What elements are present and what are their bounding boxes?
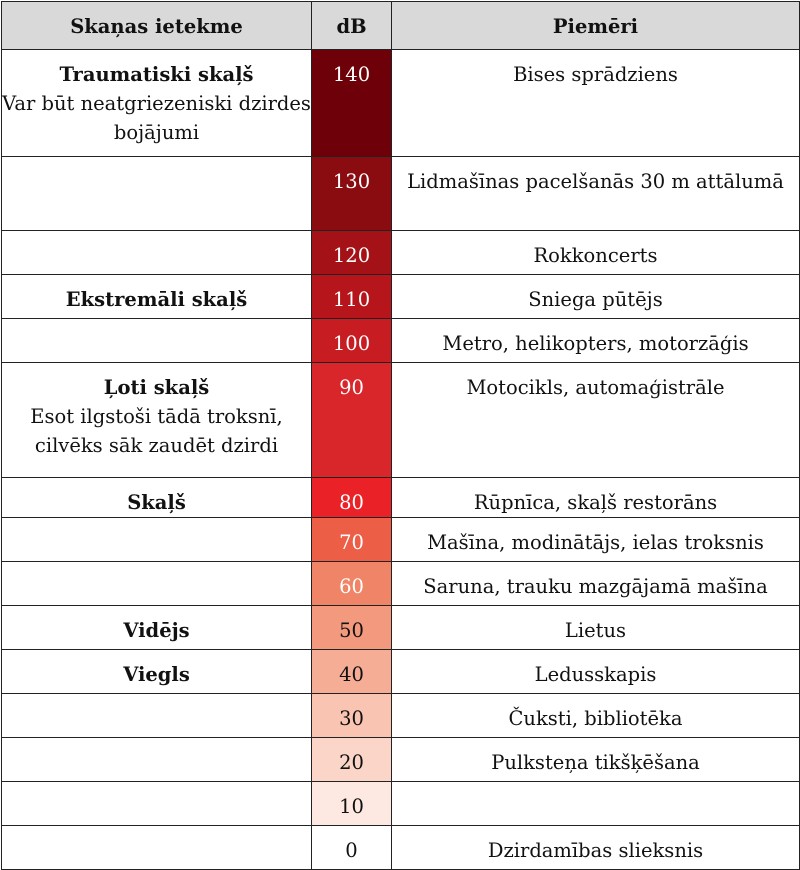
table-row bbox=[2, 157, 800, 231]
example-cell: Metro, helikopters, motorzāģis bbox=[392, 319, 800, 363]
db-value: 120 bbox=[312, 231, 392, 275]
db-value: 90 bbox=[312, 363, 392, 478]
db-value: 100 bbox=[312, 319, 392, 363]
header-db: dB bbox=[312, 2, 392, 50]
example-cell: Bises sprādziens bbox=[392, 50, 800, 157]
example-cell: Dzirdamības slieksnis bbox=[392, 826, 800, 870]
db-value: 10 bbox=[312, 782, 392, 826]
effect-cell bbox=[2, 478, 312, 518]
example-cell: Rūpnīca, skaļš restorāns bbox=[392, 478, 800, 518]
table-row bbox=[2, 562, 800, 606]
db-value: 60 bbox=[312, 562, 392, 606]
example-cell: Lidmašīnas pacelšanās 30 m attālumā bbox=[392, 157, 800, 231]
table-row bbox=[2, 319, 800, 363]
effect-cell bbox=[2, 650, 312, 694]
db-value: 70 bbox=[312, 518, 392, 562]
effect-title: Ekstremāli skaļš bbox=[65, 288, 248, 311]
example-cell: Čuksti, bibliotēka bbox=[392, 694, 800, 738]
db-value: 0 bbox=[312, 826, 392, 870]
effect-title: Vidējs bbox=[123, 619, 190, 642]
effect-cell bbox=[2, 562, 312, 606]
effect-cell bbox=[2, 363, 312, 478]
effect-title: Viegls bbox=[123, 663, 190, 686]
effect-cell bbox=[2, 606, 312, 650]
header-examples: Piemēri bbox=[392, 2, 800, 50]
effect-cell bbox=[2, 826, 312, 870]
effect-title: Traumatiski skaļš bbox=[59, 63, 254, 86]
table-row bbox=[2, 738, 800, 782]
example-cell: Sniega pūtējs bbox=[392, 275, 800, 319]
noise-level-table bbox=[1, 1, 800, 870]
table-row bbox=[2, 782, 800, 826]
table-row bbox=[2, 231, 800, 275]
db-value: 80 bbox=[312, 478, 392, 518]
example-cell: Pulksteņa tikšķēšana bbox=[392, 738, 800, 782]
example-cell: Saruna, trauku mazgājamā mašīna bbox=[392, 562, 800, 606]
example-cell bbox=[392, 782, 800, 826]
header-row bbox=[2, 2, 800, 50]
db-value: 130 bbox=[312, 157, 392, 231]
table-row bbox=[2, 826, 800, 870]
effect-title: Ļoti skaļš bbox=[103, 376, 210, 399]
effect-cell bbox=[2, 694, 312, 738]
table-row bbox=[2, 606, 800, 650]
db-value: 110 bbox=[312, 275, 392, 319]
effect-cell bbox=[2, 275, 312, 319]
effect-cell bbox=[2, 738, 312, 782]
effect-description: Esot ilgstoši tādā troksnī, cilvēks sāk zaudēt dzirdi bbox=[30, 405, 283, 457]
effect-cell bbox=[2, 50, 312, 157]
header-effect: Skaņas ietekme bbox=[2, 2, 312, 50]
example-cell: Rokkoncerts bbox=[392, 231, 800, 275]
table-row bbox=[2, 518, 800, 562]
example-cell: Mašīna, modinātājs, ielas troksnis bbox=[392, 518, 800, 562]
effect-cell bbox=[2, 231, 312, 275]
db-value: 40 bbox=[312, 650, 392, 694]
example-cell: Motocikls, automaģistrāle bbox=[392, 363, 800, 478]
example-cell: Ledusskapis bbox=[392, 650, 800, 694]
table-row bbox=[2, 650, 800, 694]
table-row bbox=[2, 275, 800, 319]
db-value: 20 bbox=[312, 738, 392, 782]
effect-description: Var būt neatgriezeniski dzirdes bojājumi bbox=[2, 92, 311, 144]
table-row bbox=[2, 363, 800, 478]
example-cell: Lietus bbox=[392, 606, 800, 650]
effect-title: Skaļš bbox=[127, 491, 186, 514]
db-value: 140 bbox=[312, 50, 392, 157]
effect-cell bbox=[2, 319, 312, 363]
db-value: 50 bbox=[312, 606, 392, 650]
effect-cell bbox=[2, 518, 312, 562]
table-body bbox=[2, 50, 800, 870]
effect-cell bbox=[2, 782, 312, 826]
effect-cell bbox=[2, 157, 312, 231]
table-row bbox=[2, 478, 800, 518]
table-row bbox=[2, 50, 800, 157]
db-value: 30 bbox=[312, 694, 392, 738]
table-row bbox=[2, 694, 800, 738]
